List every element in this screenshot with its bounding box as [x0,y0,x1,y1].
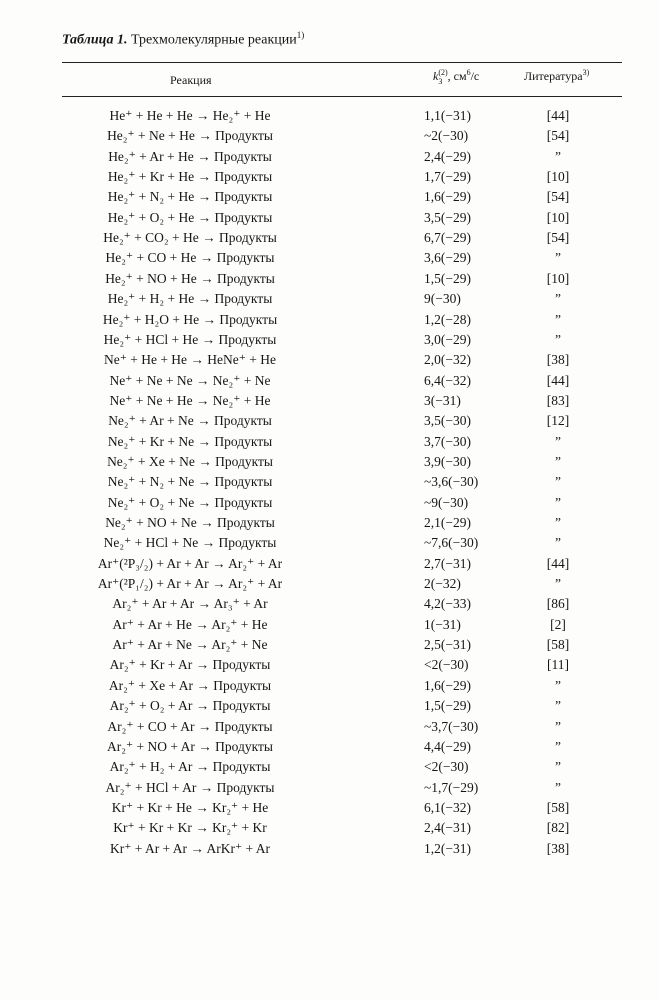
reference-cell: ” [555,718,561,734]
rate-cell: <2(−30) [424,759,469,775]
rate-cell: 2,4(−29) [424,148,471,164]
table-row [0,719,659,739]
table-row [0,169,659,189]
rate-cell: ~9(−30) [424,494,469,510]
reaction-cell: Kr⁺ + Kr + Kr → Kr₂⁺ + Kr [113,820,267,836]
reaction-cell: Ar⁺ + Ar + Ne → Ar₂⁺ + Ne [112,637,268,653]
reaction-cell: Ar₂⁺ + Kr + Ar → Продукты [109,657,271,673]
reference-cell: [44] [546,555,570,571]
reference-cell: ” [555,474,561,490]
reference-cell: ” [555,698,561,714]
table-row [0,474,659,494]
table-row [0,556,659,576]
reference-cell: ” [555,433,561,449]
table-row [0,576,659,596]
table-row [0,800,659,820]
reference-cell: [54] [546,230,570,246]
rate-cell: ~2(−30) [424,128,469,144]
rate-symbol: k [433,69,439,83]
rate-cell: 9(−30) [424,291,461,307]
reaction-cell: Kr⁺ + Ar + Ar → ArKr⁺ + Ar [109,840,271,856]
rate-cell: 2,7(−31) [424,555,471,571]
literature-label: Литература [524,69,583,83]
table-row [0,820,659,840]
table-row [0,250,659,270]
reference-cell: [10] [546,209,570,225]
reference-cell: ” [555,738,561,754]
rate-cell: 2,5(−31) [424,637,471,653]
reaction-cell: He₂⁺ + Ne + He → Продукты [107,128,273,144]
reaction-cell: Ar₂⁺ + HCl + Ar → Продукты [105,779,275,795]
header-literature [524,68,589,84]
rate-cell: 1,1(−31) [424,108,471,123]
rate-cell: ~3,6(−30) [424,474,479,490]
rate-cell: 1,2(−28) [424,311,471,327]
rate-cell: 1(−31) [424,616,461,632]
reference-cell: [44] [546,372,570,388]
table-row [0,657,659,677]
rate-units-pre: , см [447,69,467,83]
table-row [0,759,659,779]
reaction-cell: Ar₂⁺ + CO + Ar → Продукты [107,718,273,734]
table-caption [62,30,304,49]
reaction-cell: He₂⁺ + O₂ + He → Продукты [107,209,273,225]
rate-cell: 3,7(−30) [424,433,471,449]
reaction-cell: He₂⁺ + NO + He → Продукты [105,270,275,286]
reaction-cell: He₂⁺ + CO₂ + He → Продукты [103,230,277,246]
reference-cell: [58] [546,637,570,653]
caption-label: Таблица 1. [62,32,128,48]
table-row [0,434,659,454]
reaction-cell: He₂⁺ + Ar + He → Продукты [108,148,272,164]
rate-cell: 4,4(−29) [424,738,471,754]
rate-cell: 1,2(−31) [424,840,471,856]
rate-cell: 3,9(−30) [424,453,471,469]
rate-cell: <2(−30) [424,657,469,673]
reference-cell: ” [555,148,561,164]
table-row [0,678,659,698]
table-top-rule [62,62,622,63]
reference-cell: ” [555,494,561,510]
rate-cell: 3,6(−29) [424,250,471,266]
table-header-rule [62,96,622,97]
rate-cell: 3(−31) [424,392,461,408]
table-row [0,108,659,128]
rate-units-post: /с [470,69,480,83]
caption-title: Трехмолекулярные реакции [130,32,297,48]
reference-cell: [12] [546,413,570,429]
rate-sub: 3 [438,77,443,87]
reaction-cell: Ar₂⁺ + Ar + Ar → Ar₃⁺ + Ar [112,596,268,612]
reaction-cell: Ne₂⁺ + Xe + Ne → Продукты [107,453,273,469]
rate-cell: 4,2(−33) [424,596,471,612]
table-row [0,332,659,352]
table-row [0,352,659,372]
rate-cell: 3,5(−30) [424,413,471,429]
table-row [0,739,659,759]
table-row [0,373,659,393]
rate-cell: 2,4(−31) [424,820,471,836]
reference-cell: [10] [546,270,570,286]
reference-cell: [58] [546,799,570,815]
reaction-cell: Ne₂⁺ + N₂ + Ne → Продукты [107,474,273,490]
rate-cell: 1,6(−29) [424,677,471,693]
reference-cell: ” [555,759,561,775]
reference-cell: ” [555,779,561,795]
reaction-cell: Ne₂⁺ + Kr + Ne → Продукты [107,433,273,449]
reaction-cell: He₂⁺ + H₂O + He → Продукты [102,311,278,327]
table-row [0,515,659,535]
table-row [0,454,659,474]
reference-cell: ” [555,331,561,347]
reaction-cell: Ne⁺ + Ne + Ne → Ne₂⁺ + Ne [109,372,271,388]
reaction-cell: Ar⁺(²P₁/₂) + Ar + Ar → Ar₂⁺ + Ar [97,576,283,592]
rate-units-sup: 6 [466,68,471,77]
reference-cell: ” [555,576,561,592]
rate-cell: 6,4(−32) [424,372,471,388]
reference-cell: [86] [546,596,570,612]
reaction-cell: Ar₂⁺ + O₂ + Ar → Продукты [109,698,271,714]
table-row [0,535,659,555]
reference-cell: ” [555,535,561,551]
reference-cell: ” [555,311,561,327]
rate-cell: ~7,6(−30) [424,535,479,551]
reaction-cell: Ar₂⁺ + NO + Ar → Продукты [107,738,273,754]
reference-cell: [2] [550,616,566,632]
table-row [0,637,659,657]
rate-sup: (2) [438,68,448,78]
reaction-cell: He₂⁺ + H₂ + He → Продукты [107,291,273,307]
caption-footnote: 1) [296,30,305,40]
reaction-cell: Ar₂⁺ + H₂ + Ar → Продукты [109,759,271,775]
reaction-cell: Ne₂⁺ + O₂ + Ne → Продукты [107,494,273,510]
reference-cell: [10] [546,169,570,185]
reaction-cell: Ne₂⁺ + HCl + Ne → Продукты [103,535,277,551]
table-row [0,617,659,637]
header-rate-constant [433,68,479,86]
table-row [0,495,659,515]
table-row [0,149,659,169]
rate-cell: 1,5(−29) [424,270,471,286]
reaction-cell: Ne₂⁺ + Ar + Ne → Продукты [108,413,272,429]
table-row [0,271,659,291]
reaction-cell: Ne₂⁺ + NO + Ne → Продукты [105,515,275,530]
reaction-cell: Kr⁺ + Kr + He → Kr₂⁺ + He [111,799,269,815]
reference-cell: [82] [546,820,570,836]
rate-cell: ~3,7(−30) [424,718,479,734]
table-row [0,189,659,209]
reference-cell: ” [555,677,561,693]
reaction-cell: He⁺ + He + He → He₂⁺ + He [109,108,271,123]
reference-cell: [38] [546,352,570,368]
rate-cell: 1,6(−29) [424,189,471,205]
reference-cell: [54] [546,189,570,205]
table-row [0,128,659,148]
reference-cell: ” [555,291,561,307]
rate-cell: 6,7(−29) [424,230,471,246]
reaction-cell: He₂⁺ + CO + He → Продукты [105,250,275,266]
reference-cell: [11] [547,657,569,673]
rate-cell: 1,5(−29) [424,698,471,714]
reaction-cell: He₂⁺ + N₂ + He → Продукты [107,189,273,205]
reference-cell: [38] [546,840,570,856]
table-row [0,230,659,250]
reference-cell: [54] [546,128,570,144]
table-row [0,291,659,311]
rate-cell: 1,7(−29) [424,169,471,185]
rate-cell: 6,1(−32) [424,799,471,815]
header-reaction: Реакция [170,73,212,87]
table-row [0,413,659,433]
rate-cell: 2,0(−32) [424,352,471,368]
reaction-cell: Ar⁺ + Ar + He → Ar₂⁺ + He [112,616,268,632]
reaction-cell: Ne⁺ + Ne + He → Ne₂⁺ + He [109,392,271,408]
literature-sup: 3) [582,68,590,77]
table-row [0,841,659,861]
table-row [0,698,659,718]
table-row [0,596,659,616]
reaction-cell: Ar₂⁺ + Xe + Ar → Продукты [108,677,272,693]
rate-cell: 3,5(−29) [424,209,471,225]
reaction-cell: He₂⁺ + HCl + He → Продукты [103,331,277,347]
table-row [0,210,659,230]
reaction-cell: He₂⁺ + Kr + He → Продукты [107,169,273,185]
rate-cell: ~1,7(−29) [424,779,479,795]
table-row [0,780,659,800]
reference-cell: [44] [546,108,570,123]
rate-cell: 3,0(−29) [424,331,471,347]
reaction-cell: Ar⁺(²P₃/₂) + Ar + Ar → Ar₂⁺ + Ar [97,555,283,571]
reference-cell: [83] [546,392,570,408]
table-row [0,312,659,332]
rate-cell: 2,1(−29) [424,515,471,530]
reference-cell: ” [555,250,561,266]
reference-cell: ” [555,515,561,530]
table-row [0,393,659,413]
reaction-cell: Ne⁺ + He + He → HeNe⁺ + He [103,352,277,368]
rate-cell: 2(−32) [424,576,461,592]
reference-cell: ” [555,453,561,469]
